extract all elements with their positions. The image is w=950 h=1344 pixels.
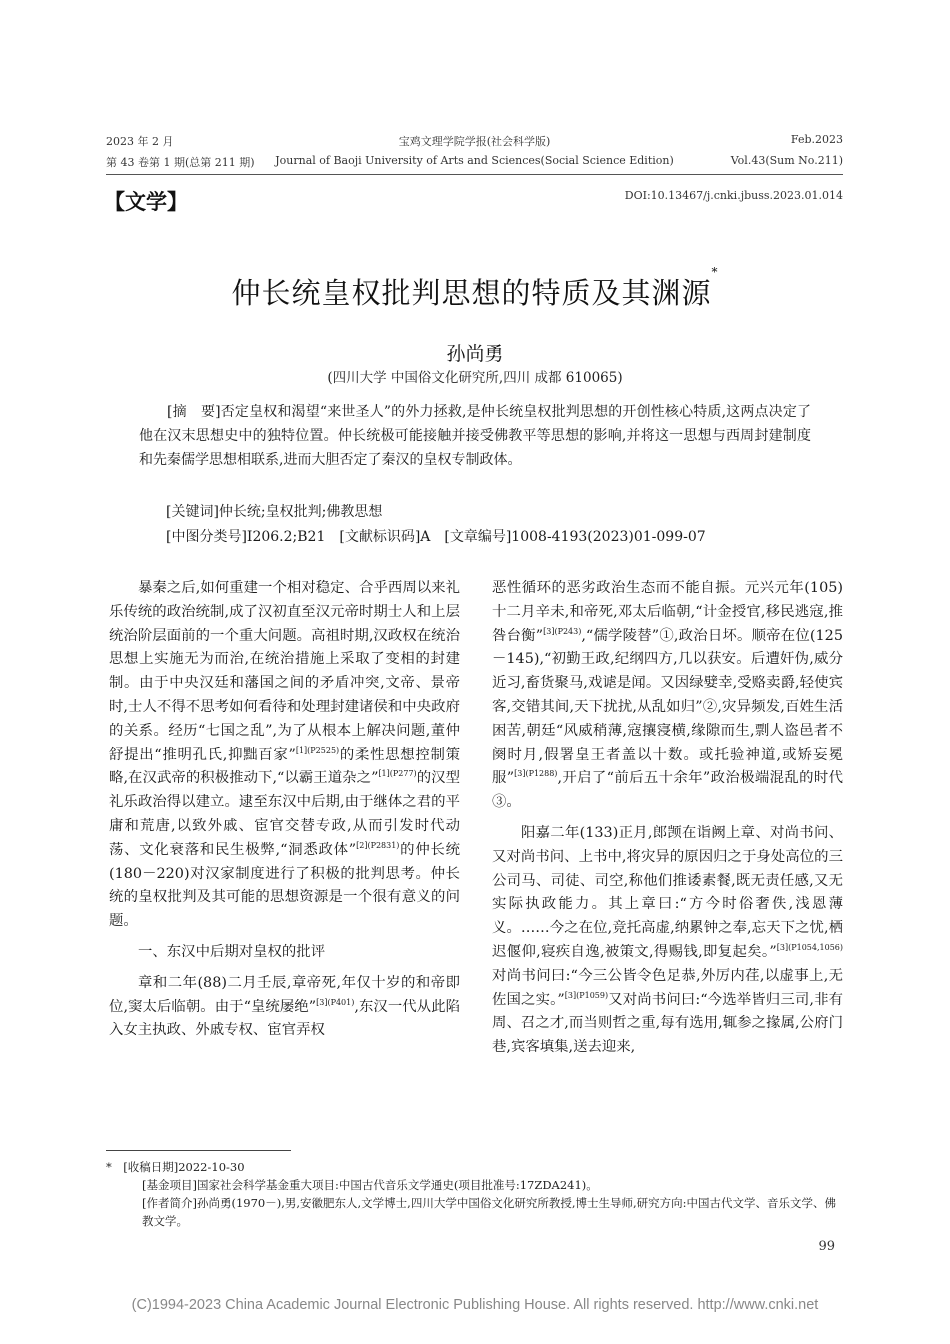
paragraph: 恶性循环的恶劣政治生态而不能自振。元兴元年(105)十二月辛未,和帝死,邓太后临朝,“计金授官,移民逃寇,推咎台衡”$^{[3](P243)}$,“儒学陵替”①,政治日坏。顺帝在位(125－145),“初勤王政,纪纲四方,几以获安。后遭奸伪,威分近习,畜货聚马,戏谑是闻。又因绿嬖幸,受赂卖爵,轻使宾客,交错其间,天下扰扰,从乱如归”②,灾异频发,百姓生活困苦,朝廷“风威稍薄,寇攘寖横,缘隙而生,剽人盗邑者不阕时月,假署皇王者盖以十数。或托验神道,或矫妄冕服”$^{[3](P1288)}$,开启了“前后五十余年”政治极端混乱的时代③。 [492,580,843,811]
title-footnote-mark: * [711,265,719,279]
affiliation: (四川大学 中国俗文化研究所,四川 成都 610065) [327,370,623,386]
header-journal-cn: 宝鸡文理学院学报(社会科学版) [398,135,551,148]
header-date-en: Feb.2023 [790,133,843,146]
citation: [3](P243) [543,626,582,636]
paragraph: 章和二年(88)二月壬辰,章帝死,年仅十岁的和帝即位,窦太后临朝。由于“皇统屡绝”$^{[3](P401)}$,东汉一代从此陷入女主执政、外戚专权、宦官弄权 [109,974,460,1039]
right-column [492,577,843,1060]
header-volume-en: Vol.43(Sum No.211) [730,154,843,167]
header-journal-en: Journal of Baoji University of Arts and Sciences(Social Science Edition) [275,154,674,167]
paragraph: 暴秦之后,如何重建一个相对稳定、合乎西周以来礼乐传统的政治统制,成了汉初直至汉元帝时期士人和上层统治阶层面前的一个重大问题。高祖时期,汉政权在统治思想上实施无为而治,在统治措施上采取了变相的封建制。由于中央汉廷和藩国之间的矛盾冲突,文帝、景帝时,士人不得不思考如何看待和处理封建诸侯和中央政府的关系。经历“七国之乱”,为了从根本上解决问题,董仲舒提出“推明孔氏,抑黜百家”$^{[1](P2525)}$的柔性思想控制策略,在汉武帝的积极推动下,“以霸王道杂之”$^{[1](P277)}$的汉型礼乐政治得以建立。逮至东汉中后期,由于继体之君的平庸和荒唐,以致外戚、宦官交替专政,从而引发时代动荡、文化衰落和民生极弊,“洞悉政体”$^{[2](P2831)}$的仲长统(180－220)对汉家制度进行了积极的批判思考。仲长统的皇权批判及其可能的思想资源是一个很有意义的问题。 [109,580,460,930]
header-volume-cn: 第 43 卷第 1 期(总第 211 期) [106,156,255,169]
citation: [3](P401) [316,997,355,1007]
citation: [2](P2831) [356,840,400,850]
section-tag: 【文学】 [104,189,188,214]
citation: [3](P1054,1056) [776,943,843,953]
footnote-bio: [作者简介]孙尚勇(1970－),男,安徽肥东人,文学博士,四川大学中国俗文化研究所教授,博士生导师,研究方向:中国古代文学、音乐文学、佛教文学。 [142,1196,837,1228]
footnote-received: * [收稿日期]2022-10-30 [106,1160,245,1174]
doi: DOI:10.13467/j.cnki.jbuss.2023.01.014 [624,189,843,202]
title-text: 仲长统皇权批判思想的特质及其渊源 [231,276,712,310]
citation: [3](P1288) [514,769,558,779]
article-title [0,265,950,312]
page-number: 99 [818,1239,835,1254]
citation: [1](P2525) [295,745,340,755]
footnote-fund: [基金项目]国家社会科学基金重大项目:中国古代音乐文学通史(项目批准号:17ZDA241)。 [142,1178,598,1192]
header-rule [106,174,843,175]
header-date-cn: 2023 年 2 月 [106,135,174,148]
author: 孙尚勇 [446,343,504,365]
copyright-notice: (C)1994-2023 China Academic Journal Electronic Publishing House. All rights reserved. http://www.cnki.net [131,1297,819,1313]
citation: [1](P277) [378,769,417,779]
keywords: [关键词]仲长统;皇权批判;佛教思想 [166,504,383,520]
paragraph: 阳嘉二年(133)正月,郎𫖮在诣阙上章、对尚书问、又对尚书问、上书中,将灾异的原因归之于身处高位的三公司马、司徒、司空,称他们推诿素餐,既无责任感,又无实际执政能力。其上章曰:“方今时俗奢佚,浅恩薄义。……今之在位,竞托高虚,纳累钟之奉,忘天下之忧,栖迟偃仰,寝疾自逸,被策文,得赐钱,即复起矣。”$^{[3](P1054,1056)}$对尚书问曰:“今三公皆令色足恭,外厉内荏,以虚事上,无佐国之实。”$^{[3](P1059)}$又对尚书问曰:“今选举皆归三司,非有周、召之才,而当则哲之重,每有选用,辄参之掾属,公府门巷,宾客填集,送去迎来, [492,824,843,1056]
left-column [109,577,460,1043]
footnote-rule [106,1150,291,1151]
section-heading: 一、东汉中后期对皇权的批评 [138,943,326,960]
abstract-text: [摘 要]否定皇权和渴望“来世圣人”的外力拯救,是仲长统皇权批判思想的开创性核心特质,这两点决定了他在汉末思想史中的独特位置。仲长统极可能接触并接受佛教平等思想的影响,并将这一思想与西周封建制度和先秦儒学思想相联系,进而大胆否定了秦汉的皇权专制政体。 [139,404,811,468]
footnotes [106,1158,846,1230]
abstract [139,400,811,472]
citation: [3](P1059) [564,990,609,1000]
classification: [中图分类号]I206.2;B21 [文献标识码]A [文章编号]1008-4193(2023)01-099-07 [166,529,706,545]
